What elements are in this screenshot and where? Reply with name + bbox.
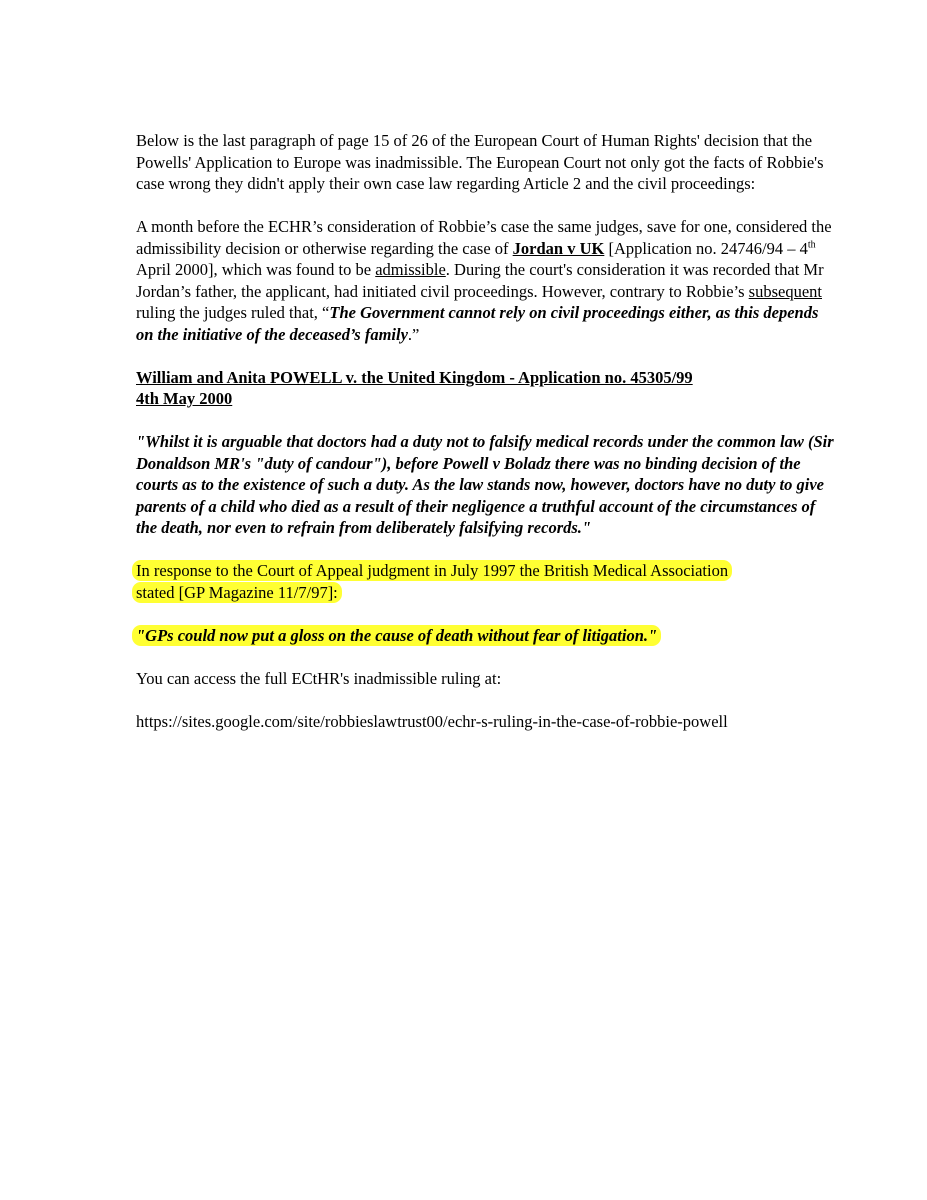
- jordan-case-name: Jordan v UK: [512, 238, 605, 258]
- powell-heading-line1: William and Anita POWELL v. the United Kingdom - Application no. 45305/99: [136, 367, 693, 387]
- jordan-text-5: ruling the judges ruled that, “: [136, 303, 330, 322]
- powell-heading-line2: 4th May 2000: [136, 389, 233, 408]
- jordan-quote: The Government cannot rely on civil proceedings either, as this depends on the initiative of the deceased’s family: [136, 303, 819, 344]
- jordan-paragraph: [136, 216, 836, 345]
- bma-quote-paragraph: [136, 625, 836, 647]
- bma-quote: "GPs could now put a gloss on the cause of death without fear of litigation.": [132, 625, 661, 646]
- admissible-word: admissible: [375, 260, 446, 279]
- intro-paragraph: Below is the last paragraph of page 15 of 26 of the European Court of Human Rights' decision that the Powells' Application to Europe was inadmissible. The European Court not only got the facts of Robbie's case wrong they didn't apply their own case law regarding Article 2 and the civil proceedings:: [136, 131, 824, 193]
- jordan-text-2: [Application no. 24746/94 – 4: [604, 238, 808, 258]
- jordan-text-3: April 2000], which was found to be: [136, 260, 376, 279]
- jordan-text-1: A month before the ECHR’s consideration of Robbie’s case the same judges, save for one, considered the admissibility decision or otherwise regarding the case of: [136, 217, 832, 258]
- jordan-text-6: .”: [407, 324, 420, 344]
- access-paragraph: You can access the full ECtHR's inadmissible ruling at:: [136, 668, 502, 688]
- subsequent-word: subsequent: [748, 281, 822, 301]
- ruling-url[interactable]: https://sites.google.com/site/robbieslawtrust00/echr-s-ruling-in-the-case-of-robbie-powell: [136, 711, 728, 731]
- powell-quote: "Whilst it is arguable that doctors had a duty not to falsify medical records under the common law (Sir Donaldson MR's "duty of candour"), before Powell v Boladz there was no binding decision of the courts as to the existence of such a duty. As the law stands now, however, doctors have no duty to give parents of a child who died as a result of their negligence a truthful account of the circumstances of the death, nor even to refrain from deliberately falsifying records.": [136, 432, 834, 537]
- document-page: [136, 130, 836, 754]
- bma-highlight-line1: In response to the Court of Appeal judgment in July 1997 the British Medical Association: [132, 560, 732, 581]
- bma-highlight-line2: stated [GP Magazine 11/7/97]:: [132, 582, 342, 603]
- bma-paragraph: [136, 560, 836, 603]
- jordan-superscript: th: [807, 239, 816, 250]
- powell-heading: [136, 367, 761, 410]
- jordan-text-4: . During the court's consideration it was recorded that Mr Jordan’s father, the applicant, had initiated civil proceedings. However, contrary to Robbie’s: [136, 260, 824, 301]
